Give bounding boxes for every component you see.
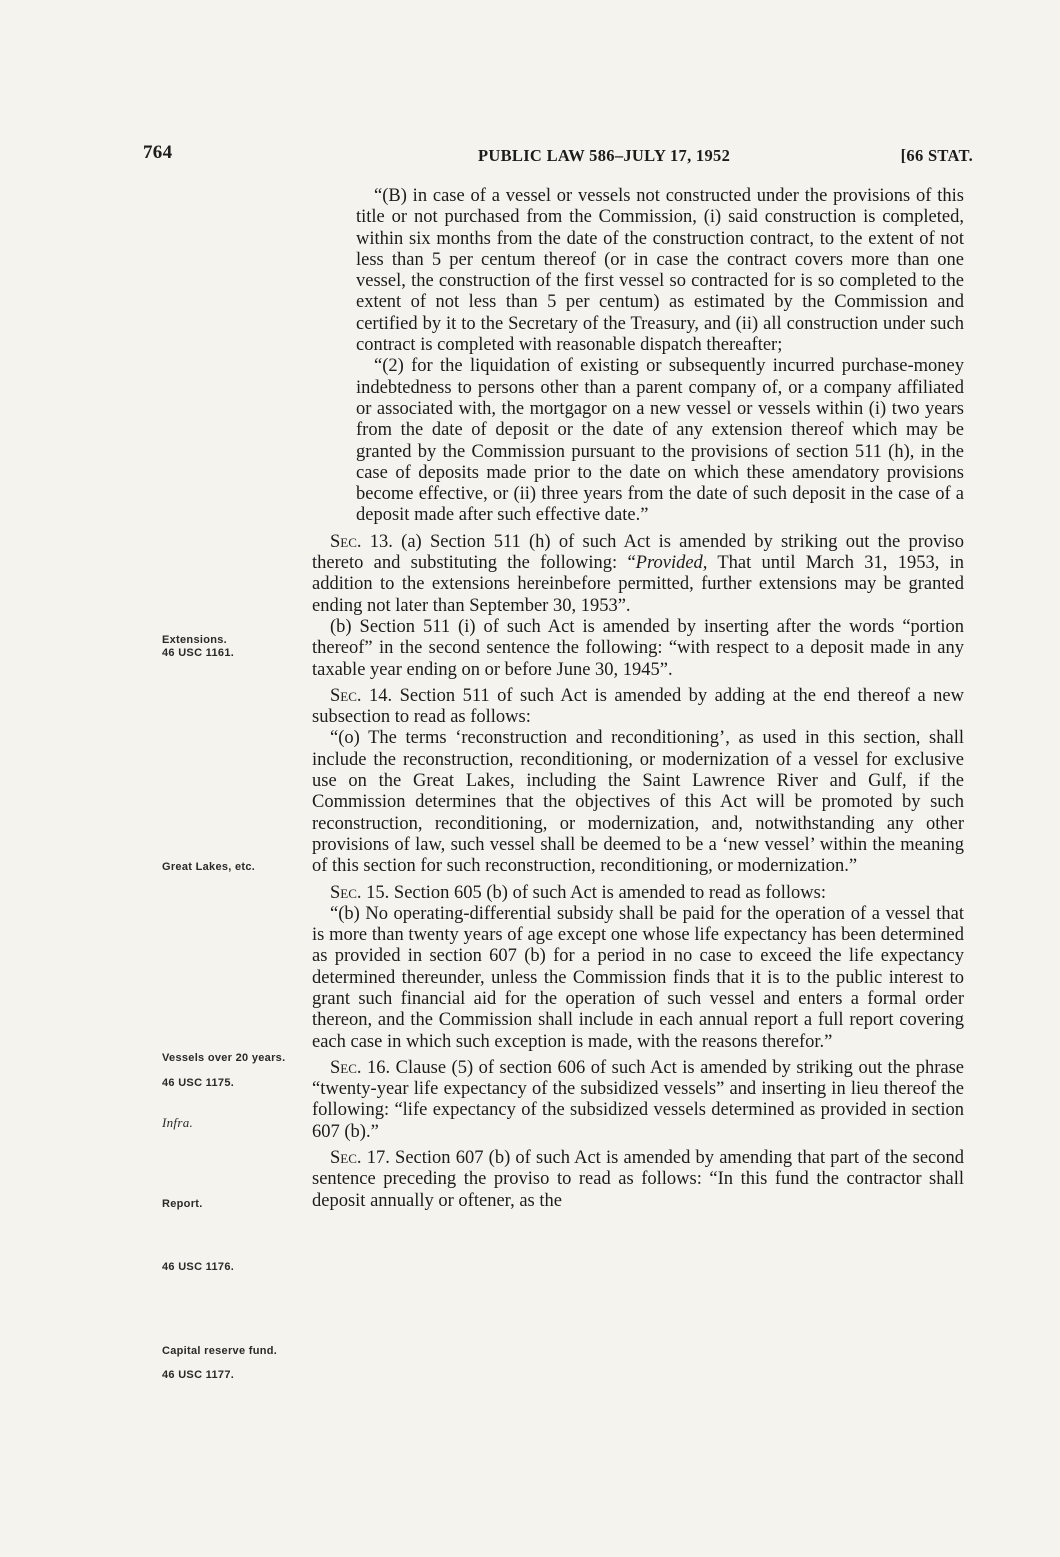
section-13a-text: 13. (a) Section 511 (h) of such Act is amended by striking out the proviso thereto and substituting the following: “ — [312, 531, 964, 574]
margin-note-great-lakes: Great Lakes, etc. — [162, 861, 256, 873]
section-17 — [312, 1148, 964, 1212]
margin-note-usc-1161: 46 USC 1161. — [162, 647, 235, 659]
margin-note-usc-1177: 46 USC 1177. — [162, 1369, 235, 1381]
clause-b-paragraph: “(B) in case of a vessel or vessels not constructed under the provisions of this title or not purchased from the Commission, (i) said construction is completed, within six months from the date of the construction contract, to the extent of not less than 5 per centum thereof (or in case the contract covers more than one vessel, the construction of the first vessel so contracted for is so completed to the extent of not less than 5 per centum) as estimated by the Commission and certified by it to the Secretary of the Treasury, and (ii) all construction under such contract is completed with reasonable dispatch thereafter; — [356, 186, 964, 356]
section-14-text: 14. Section 511 of such Act is amended by adding at the end thereof a new subsection to read as follows: — [312, 685, 964, 728]
margin-note-usc-1176: 46 USC 1176. — [162, 1261, 235, 1273]
page-header — [143, 142, 973, 172]
section-17-text: 17. Section 607 (b) of such Act is amended by amending that part of the second sentence preceding the proviso to read as follows: “In this fund the contractor shall deposit annually or oftener, as the — [312, 1148, 964, 1211]
statute-reference: [66 STAT. — [900, 146, 973, 165]
subsection-o: “(o) The terms ‘reconstruction and reconditioning’, as used in this section, shall include the reconstruction, reconditioning, or modernization of a vessel for exclusive use on the Great Lakes, including the Saint Lawrence River and Gulf, if the Commission determines that the objectives of this Act will be promoted by such reconstruction, reconditioning, or modernization, and, notwithstanding any other provisions of law, such vessel shall be deemed to be a ‘new vessel’ within the meaning of this section for such reconstruction, reconditioning, or modernization.” — [312, 728, 964, 877]
section-label: Sec. — [330, 1148, 362, 1169]
page-number: 764 — [143, 142, 173, 163]
section-16 — [312, 1058, 964, 1143]
margin-note-infra: Infra. — [162, 1115, 194, 1130]
section-label: Sec. — [330, 882, 362, 903]
provided-italic: Provided, — [635, 553, 708, 574]
section-13a-text-end: That until March 31, 1953, in addition to the extensions hereinbefore permitted, further extensions may be granted ending not later than September 30, 1953”. — [312, 553, 964, 616]
margin-note-report: Report. — [162, 1198, 203, 1210]
section-label: Sec. — [330, 685, 362, 706]
section-13a — [312, 532, 964, 617]
section-13b: (b) Section 511 (i) of such Act is amended by inserting after the words “portion thereof” in the second sentence the following: “with respect to a deposit made in any taxable year ending on or before June 30, 1945”. — [312, 616, 964, 680]
margin-note-capital-reserve: Capital reserve fund. — [162, 1345, 278, 1357]
subsection-b-605: “(b) No operating-differential subsidy shall be paid for the operation of a vessel that is more than twenty years of age except one whose life expectancy has been determined as provided in section 607 (b) for a period in no case to exceed the life expectancy determined thereunder, unless the Commission finds that it is to the public interest to grant such financial aid for the operation of such vessel and enters a formal order thereon, and the Commission shall include in each annual report a full report covering each case in which such exception is made, with the reasons therefor.” — [312, 903, 964, 1052]
margin-note-vessels-over-20: Vessels over 20 years. — [162, 1052, 286, 1064]
law-title: PUBLIC LAW 586–JULY 17, 1952 — [478, 146, 731, 165]
section-label: Sec. — [330, 1057, 362, 1078]
section-label: Sec. — [330, 531, 362, 552]
clause-2-paragraph: “(2) for the liquidation of existing or subsequently incurred purchase-money indebtedness to persons other than a parent company of, or a company affiliated or associated with, the mortgagor on a new vessel or vessels within (i) two years from the date of deposit or the date of any extension thereof which may be granted by the Commission pursuant to the provisions of section 511 (h), in the case of deposits made prior to the date on which these amendatory provisions become effective, or (ii) three years from the date of such deposit in the case of a deposit made after such effective date.” — [356, 356, 964, 526]
margin-note-extensions: Extensions. — [162, 634, 228, 646]
body-text — [312, 186, 964, 1212]
section-15 — [312, 883, 964, 904]
section-16-text: 16. Clause (5) of section 606 of such Act is amended by striking out the phrase “twenty-year life expectancy of the subsidized vessels” and inserting in lieu thereof the following: “life expectancy of the subsidized vessels determined as provided in section 607 (b).” — [312, 1057, 964, 1142]
section-14 — [312, 686, 964, 729]
margin-note-usc-1175: 46 USC 1175. — [162, 1077, 235, 1089]
section-15-text: 15. Section 605 (b) of such Act is amended to read as follows: — [361, 882, 826, 903]
